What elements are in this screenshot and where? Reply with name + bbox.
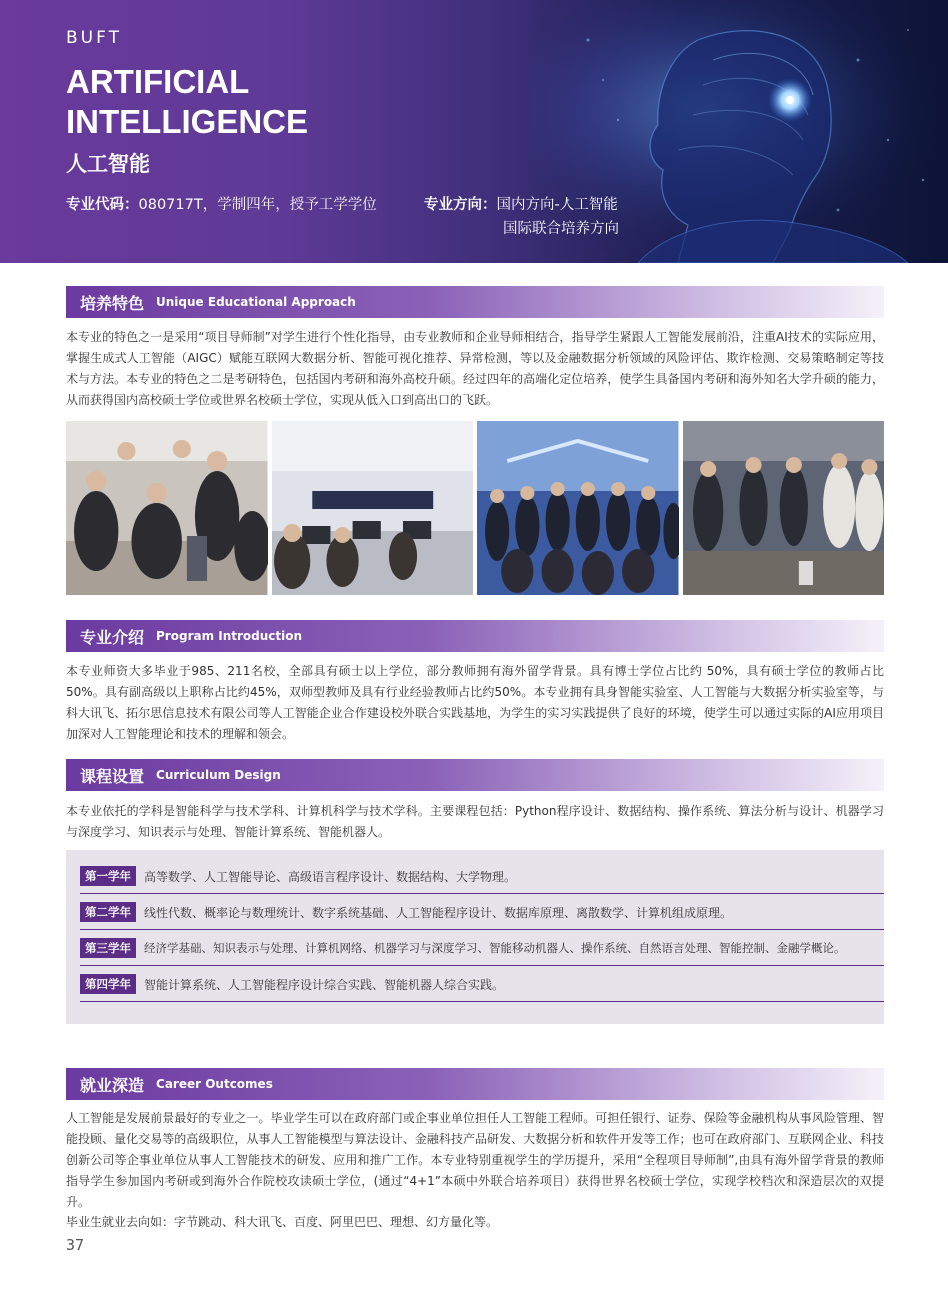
year-label: 第四学年 — [80, 974, 136, 994]
section-header-intro — [66, 620, 884, 652]
year-courses: 智能计算系统、人工智能程序设计综合实践、智能机器人综合实践。 — [144, 977, 505, 992]
intro-paragraph: 本专业师资大多毕业于985、211名校，全部具有硕士以上学位，部分教师拥有海外留学背景。具有博士学位占比约 50%，具有硕士学位的教师占比 50%。具有副高级以上职称占比约45%，双师型教师及具有行业经验教师占比约50%。本专业拥有具身智能实验室、人工智能与大数据分析实验室等，与科大讯飞、拓尔思信息技术有限公司等人工智能企业合作建设校外联合实践基地，为学生的实习实践提供了良好的环境，使学生可以通过实际的AI应用项目加深对人工智能理论和技术的理解和领会。 — [66, 664, 884, 741]
section-header-approach — [66, 286, 884, 318]
title-line-2: INTELLIGENCE — [66, 103, 309, 140]
photo-strip — [66, 421, 884, 595]
approach-paragraph: 本专业的特色之一是采用“项目导师制”对学生进行个性化指导，由专业教师和企业导师相结合，指导学生紧跟人工智能发展前沿，注重AI技术的实际应用，掌握生成式人工智能（AIGC）赋能互联网大数据分析、智能可视化推荐、异常检测，等以及金融数据分析领域的风险评估、欺诈检测、交易策略制定等技术与方法。本专业的特色之二是考研特色，包括国内考研和海外高校升硕。经过四年的高端化定位培养，使学生具备国内考研和海外知名大学升硕的能力，从而获得国内高校硕士学位或世界名校硕士学位，实现从低入口到高出口的飞跃。 — [66, 330, 884, 407]
section-title-en: Curriculum Design — [156, 768, 281, 782]
curriculum-year-row — [80, 864, 884, 900]
photo-robot-demo — [683, 421, 885, 595]
section-title-en: Unique Educational Approach — [156, 295, 356, 309]
curriculum-year-row — [80, 900, 884, 936]
year-label: 第三学年 — [80, 938, 136, 958]
brand-logo: BUFT — [66, 28, 122, 48]
major-code-value: 080717T，学制四年，授予工学学位 — [138, 197, 377, 213]
page-title-en — [66, 62, 308, 142]
major-direction — [424, 193, 619, 241]
year-courses: 线性代数、概率论与数理统计、数字系统基础、人工智能程序设计、数据库原理、离散数学、计算机组成原理。 — [144, 905, 733, 920]
year-label: 第二学年 — [80, 902, 136, 922]
section-title-cn: 培养特色 — [80, 293, 145, 313]
career-paragraph: 人工智能是发展前景最好的专业之一。毕业学生可以在政府部门或企事业单位担任人工智能工程师。可担任银行、证券、保险等金融机构从事风险管理、智能投顾、量化交易等的高级职位，从事人工智能模型与算法设计、金融科技产品研发、大数据分析和软件开发等工作；也可在政府部门、互联网企业、科技创新公司等企事业单位从事人工智能技术的研发、应用和推广工作。本专业特别重视学生的学历提升，采用“全程项目导师制”,由具有海外留学背景的教师指导学生参加国内考研或到海外合作院校攻读硕士学位，(通过“4+1”本硕中外联合培养项目）获得世界名校硕士学位，实现学校档次和深造层次的双提升。 — [66, 1111, 884, 1209]
major-code — [66, 193, 377, 217]
major-direction-line-2: 国际联合培养方向 — [503, 221, 619, 237]
curriculum-paragraph: 本专业依托的学科是智能科学与技术学科、计算机科学与技术学科。主要课程包括：Python程序设计、数据结构、操作系统、算法分析与设计、机器学习与深度学习、知识表示与处理、智能计算系统、智能机器人。 — [66, 804, 884, 839]
year-courses: 高等数学、人工智能导论、高级语言程序设计、数据结构、大学物理。 — [144, 869, 517, 884]
major-direction-line-1: 国内方向-人工智能 — [496, 197, 618, 213]
section-title-en: Program Introduction — [156, 629, 303, 643]
page-number: 37 — [66, 1236, 85, 1254]
section-title-cn: 课程设置 — [80, 766, 145, 786]
major-direction-label: 专业方向： — [424, 197, 497, 213]
section-title-cn: 就业深造 — [80, 1075, 145, 1095]
section-title-en: Career Outcomes — [156, 1077, 273, 1091]
curriculum-years-box — [66, 850, 884, 1024]
hero-banner — [0, 0, 948, 263]
year-label: 第一学年 — [80, 866, 136, 886]
section-header-curriculum — [66, 759, 884, 791]
photo-group-students — [477, 421, 679, 595]
major-code-label: 专业代码： — [66, 197, 139, 213]
section-title-cn: 专业介绍 — [80, 627, 145, 647]
curriculum-year-row — [80, 972, 884, 1008]
photo-computer-lab — [272, 421, 474, 595]
curriculum-year-row — [80, 936, 884, 972]
section-header-career — [66, 1068, 884, 1100]
title-line-1: ARTIFICIAL — [66, 63, 250, 100]
page-title-cn: 人工智能 — [66, 152, 150, 176]
year-courses: 经济学基础、知识表示与处理、计算机网络、机器学习与深度学习、智能移动机器人、操作系统、自然语言处理、智能控制、金融学概论。 — [144, 941, 846, 955]
photo-students-robot — [66, 421, 268, 595]
career-destinations: 毕业生就业去向如：字节跳动、科大讯飞、百度、阿里巴巴、理想、幻方量化等。 — [66, 1215, 499, 1229]
